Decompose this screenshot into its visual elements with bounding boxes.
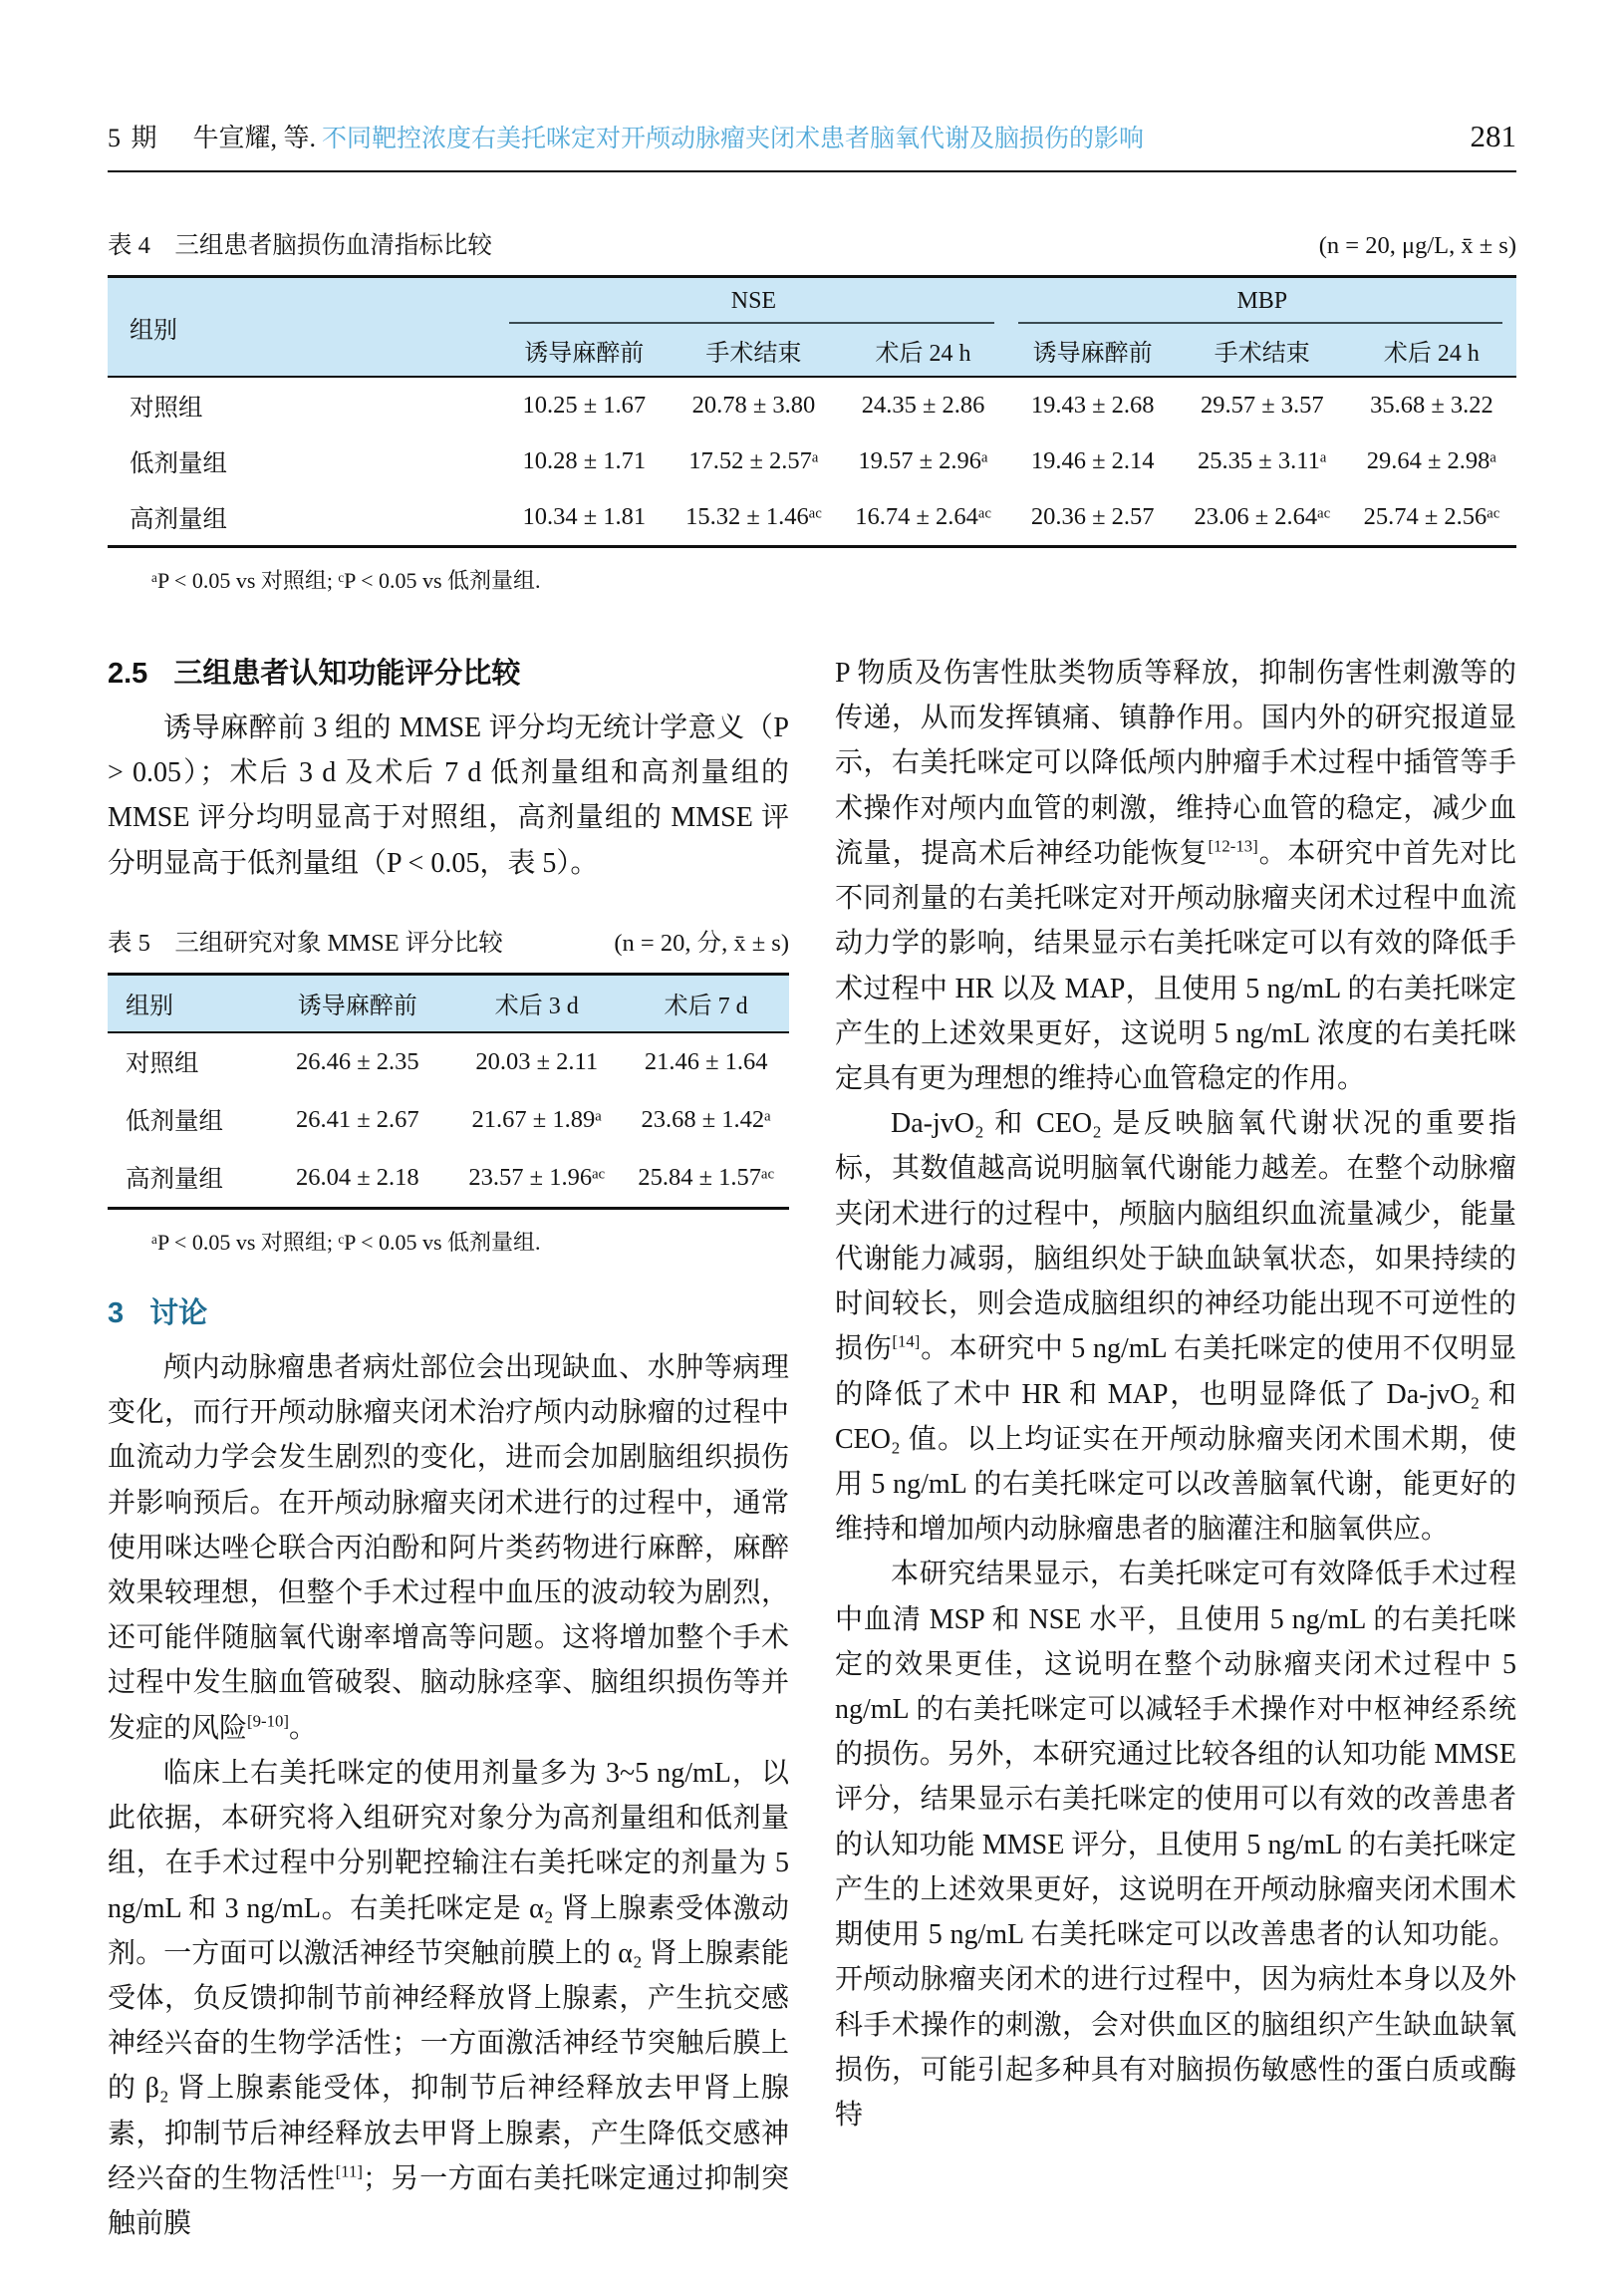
citation-ref: [12-13] bbox=[1208, 836, 1258, 856]
paragraph: 临床上右美托咪定的使用剂量多为 3~5 ng/mL，以此依据，本研究将入组研究对象分为高剂量组和低剂量组，在手术过程中分别靶控输注右美托咪定的剂量为 5 ng/mL 和 3 ng/mL。右美托咪定是 α₂ 肾上腺素受体激动剂。一方面可以激活神经节突触前膜上的 α₂ 肾上腺素能受体，负反馈抑制节前神经释放肾上腺素，产生抗交感神经兴奋的生物学活性；一方面激活神经节突触后膜上的 β₂ 肾上腺素能受体，抑制节后神经释放去甲肾上腺素，抑制节后神经释放去甲肾上腺素，产生降低交感神经兴奋的生物活性[11]；另一方面右美托咪定通过抑制突触前膜 bbox=[108, 1757, 789, 2240]
left-column bbox=[108, 651, 789, 2246]
table5-header-row bbox=[108, 974, 789, 1032]
paragraph: P 物质及伤害性肽类物质等释放，抑制伤害性刺激等的传递，从而发挥镇痛、镇静作用。国内外的研究报道显示，右美托咪定可以降低颅内肿瘤手术过程中插管等手术操作对颅内血管的刺激，维持心血管的稳定，减少血流量，提高术后神经功能恢复[12-13]。本研究中首先对比不同剂量的右美托咪定对开颅动脉瘤夹闭术过程中血流动力学的影响，结果显示右美托咪定可以有效的降低手术过程中 HR 以及 MAP，且使用 5 ng/mL 的右美托咪定产生的上述效果更好，这说明 5 ng/mL 浓度的右美托咪定具有更为理想的维持心血管稳定的作用。 bbox=[835, 658, 1516, 1094]
section-number: 2.5 bbox=[108, 658, 148, 690]
table5-body bbox=[108, 1032, 789, 1209]
table5-caption-row bbox=[108, 924, 789, 959]
table-cell-group: 对照组 bbox=[126, 1050, 199, 1078]
table-cell: 21.67 ± 1.89ᵃ bbox=[471, 1105, 602, 1133]
table-cell: 15.32 ± 1.46ᵃᶜ bbox=[685, 503, 822, 530]
table4-subheader: 手术结束 bbox=[669, 324, 838, 377]
table5-caption: 表 5 三组研究对象 MMSE 评分比较 bbox=[108, 929, 503, 957]
table5-header: 诱导麻醉前 bbox=[264, 974, 450, 1032]
table-cell: 19.57 ± 2.96ᵃ bbox=[858, 447, 988, 474]
table4-unit: (n = 20, μg/L, x̄ ± s) bbox=[1318, 232, 1516, 259]
section-number: 3 bbox=[108, 1296, 125, 1329]
table-row bbox=[108, 433, 1516, 489]
section-3-heading bbox=[108, 1290, 789, 1331]
table-cell: 10.34 ± 1.81 bbox=[522, 503, 647, 530]
article-title: 不同靶控浓度右美托咪定对开颅动脉瘤夹闭术患者脑氧代谢及脑损伤的影响 bbox=[322, 125, 1145, 152]
table5-header: 术后 7 d bbox=[623, 974, 789, 1032]
table-row bbox=[108, 489, 1516, 547]
table-cell: 25.84 ± 1.57ᵃᶜ bbox=[638, 1163, 775, 1191]
table5-header: 组别 bbox=[108, 974, 264, 1032]
citation-ref: [11] bbox=[335, 2161, 363, 2181]
table-cell-group: 低剂量组 bbox=[130, 449, 227, 477]
table-row bbox=[108, 377, 1516, 433]
table-cell: 26.41 ± 2.67 bbox=[295, 1105, 419, 1133]
citation-ref: [14] bbox=[892, 1331, 921, 1351]
table-cell: 20.36 ± 2.57 bbox=[1030, 503, 1155, 530]
paragraph: 诱导麻醉前 3 组的 MMSE 评分均无统计学意义（P > 0.05）；术后 3 d 及术后 7 d 低剂量组和高剂量组的 MMSE 评分均明显高于对照组，高剂量组的 MMSE 评分明显高于低剂量组（P < 0.05，表 5）。 bbox=[108, 712, 789, 879]
table5-header: 术后 3 d bbox=[450, 974, 623, 1032]
body-columns bbox=[108, 651, 1516, 2246]
table4-subheader: 诱导麻醉前 bbox=[499, 324, 669, 377]
table4-spanner-mbp: MBP bbox=[1008, 277, 1516, 325]
table-cell: 16.74 ± 2.64ᵃᶜ bbox=[855, 503, 991, 530]
table4-subheader: 手术结束 bbox=[1178, 324, 1347, 377]
table4-spanner-nse: NSE bbox=[499, 277, 1007, 325]
table-cell: 29.64 ± 2.98ᵃ bbox=[1366, 447, 1497, 474]
section-title: 三组患者认知功能评分比较 bbox=[173, 658, 521, 690]
table4-spanner-row bbox=[108, 277, 1516, 325]
table-cell: 25.35 ± 3.11ᵃ bbox=[1198, 447, 1327, 474]
table-row bbox=[108, 1091, 789, 1149]
table-cell: 23.57 ± 1.96ᵃᶜ bbox=[468, 1163, 606, 1191]
table-cell: 20.03 ± 2.11 bbox=[475, 1047, 599, 1075]
table-cell: 23.06 ± 2.64ᵃᶜ bbox=[1194, 503, 1331, 530]
authors-label: 牛宣耀, 等. bbox=[192, 124, 317, 152]
table-cell: 25.74 ± 2.56ᵃᶜ bbox=[1363, 503, 1500, 530]
table-cell: 26.04 ± 2.18 bbox=[295, 1163, 419, 1191]
paragraph: 本研究结果显示，右美托咪定可有效降低手术过程中血清 MSP 和 NSE 水平，且使用 5 ng/mL 的右美托咪定的效果更佳，这说明在整个动脉瘤夹闭术过程中 5 ng/mL 的右美托咪定可以减轻手术操作对中枢神经系统的损伤。另外，本研究通过比较各组的认知功能 MMSE 评分，结果显示右美托咪定的使用可以有效的改善患者的认知功能 MMSE 评分，且使用 5 ng/mL 的右美托咪定产生的上述效果更好，这说明在开颅动脉瘤夹闭术围术期使用 5 ng/mL 右美托咪定可以改善患者的认知功能。开颅动脉瘤夹闭术的进行过程中，因为病灶本身以及外科手术操作的刺激，会对供血区的脑组织产生缺血缺氧损伤，可能引起多种具有对脑损伤敏感性的蛋白质或酶特 bbox=[835, 1559, 1516, 2131]
table5 bbox=[108, 973, 789, 1210]
table-cell: 17.52 ± 2.57ᵃ bbox=[688, 447, 819, 474]
section-2-5-heading bbox=[108, 651, 789, 692]
table4-group-col-header: 组别 bbox=[108, 277, 499, 378]
table-cell: 20.78 ± 3.80 bbox=[691, 392, 816, 419]
page-number: 281 bbox=[1470, 119, 1516, 153]
paragraph: Da-jvO₂ 和 CEO₂ 是反映脑氧代谢状况的重要指标，其数值越高说明脑氧代谢能力越差。在整个动脉瘤夹闭术进行的过程中，颅脑内脑组织血流量减少，能量代谢能力减弱，脑组织处于缺血缺氧状态，如果持续的时间较长，则会造成脑组织的神经功能出现不可逆性的损伤[14]。本研究中 5 ng/mL 右美托咪定的使用不仅明显的降低了术中 HR 和 MAP，也明显降低了 Da-jvO₂ 和 CEO₂ 值。以上均证实在开颅动脉瘤夹闭术围术期，使用 5 ng/mL 的右美托咪定可以改善脑氧代谢，能更好的维持和增加颅内动脉瘤患者的脑灌注和脑氧供应。 bbox=[835, 1108, 1516, 1546]
table5-head bbox=[108, 974, 789, 1032]
table-cell: 10.28 ± 1.71 bbox=[522, 447, 647, 474]
table-cell: 19.46 ± 2.14 bbox=[1030, 447, 1155, 474]
table-cell: 24.35 ± 2.86 bbox=[861, 392, 985, 419]
right-column bbox=[835, 651, 1516, 2246]
issue-label: 5 期 bbox=[108, 124, 159, 152]
table4-head bbox=[108, 277, 1516, 378]
table4 bbox=[108, 275, 1516, 548]
table4-body bbox=[108, 377, 1516, 547]
table-cell-group: 高剂量组 bbox=[126, 1166, 223, 1194]
table-row bbox=[108, 1032, 789, 1091]
table-cell-group: 低剂量组 bbox=[126, 1108, 223, 1136]
table-cell: 21.46 ± 1.64 bbox=[644, 1047, 768, 1075]
table4-caption: 表 4 三组患者脑损伤血清指标比较 bbox=[108, 232, 492, 259]
table-cell: 35.68 ± 3.22 bbox=[1370, 392, 1493, 419]
table-cell-group: 高剂量组 bbox=[130, 505, 227, 533]
header-rule bbox=[108, 170, 1516, 172]
table4-subheader: 术后 24 h bbox=[838, 324, 1007, 377]
citation-ref: [9-10] bbox=[247, 1711, 289, 1731]
paragraph: 颅内动脉瘤患者病灶部位会出现缺血、水肿等病理变化，而行开颅动脉瘤夹闭术治疗颅内动脉瘤的过程中血流动力学会发生剧烈的变化，进而会加剧脑组织损伤并影响预后。在开颅动脉瘤夹闭术进行的过程中，通常使用咪达唑仑联合丙泊酚和阿片类药物进行麻醉，麻醉效果较理想，但整个手术过程中血压的波动较为剧烈，还可能伴随脑氧代谢率增高等问题。这将增加整个手术过程中发生脑血管破裂、脑动脉痉挛、脑组织损伤等并发症的风险[9-10]。 bbox=[108, 1351, 789, 1744]
table-cell: 10.25 ± 1.67 bbox=[522, 392, 647, 419]
table4-subheader: 术后 24 h bbox=[1347, 324, 1516, 377]
running-header bbox=[108, 118, 1516, 154]
table4-footnote: ᵃP < 0.05 vs 对照组; ᶜP < 0.05 vs 低剂量组. bbox=[151, 568, 541, 593]
section-title: 讨论 bbox=[149, 1296, 208, 1329]
table-cell: 26.46 ± 2.35 bbox=[295, 1047, 419, 1075]
table-cell: 23.68 ± 1.42ᵃ bbox=[641, 1105, 771, 1133]
table4-caption-row bbox=[108, 226, 1516, 261]
table-cell: 19.43 ± 2.68 bbox=[1030, 392, 1155, 419]
table-cell-group: 对照组 bbox=[130, 394, 203, 422]
table5-unit: (n = 20, 分, x̄ ± s) bbox=[614, 929, 789, 957]
table-row bbox=[108, 1149, 789, 1209]
table-cell: 29.57 ± 3.57 bbox=[1200, 392, 1324, 419]
table4-subheader: 诱导麻醉前 bbox=[1008, 324, 1178, 377]
table5-footnote: ᵃP < 0.05 vs 对照组; ᶜP < 0.05 vs 低剂量组. bbox=[151, 1229, 541, 1255]
